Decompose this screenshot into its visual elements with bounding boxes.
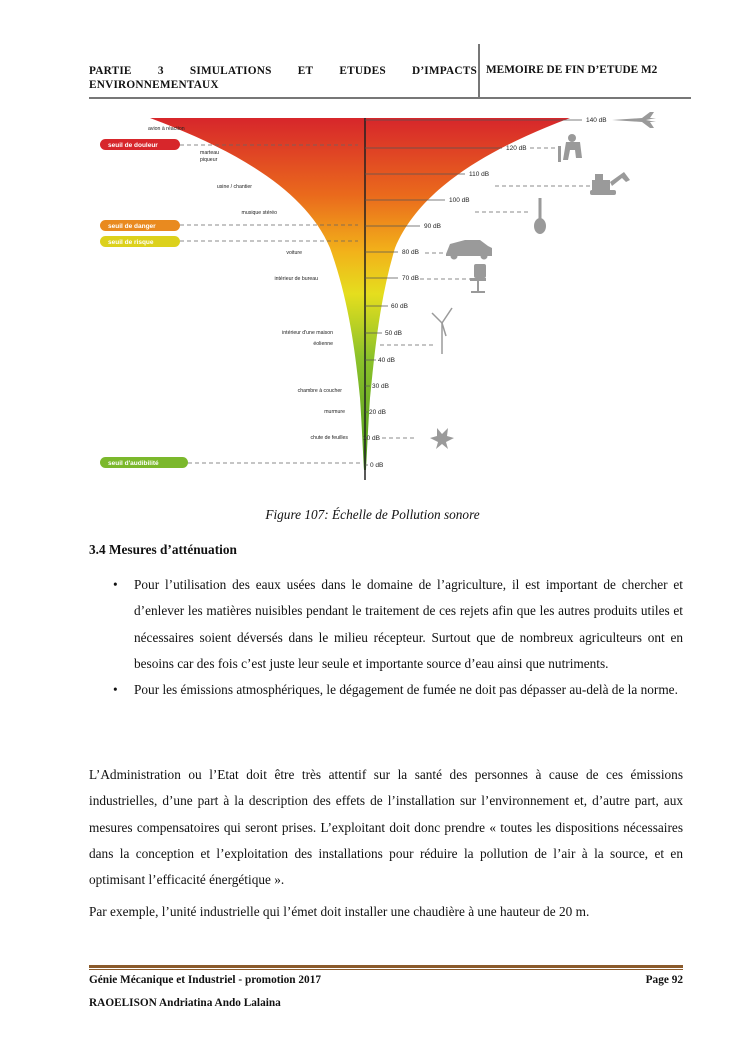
header-left — [89, 64, 477, 92]
threshold-douleur-label: seuil de douleur — [108, 142, 158, 149]
source-label: usine / chantier — [216, 184, 252, 190]
header-word: SIMULATIONS — [189, 65, 272, 77]
source-label: chambre à coucher — [297, 388, 342, 394]
bullet-text: Pour l’utilisation des eaux usées dans le domaine de l’agriculture, il est important de chercher et d’enlever les matières nuisibles pendant le traitement de ces rejets afin que les autres produits utiles et nécessaires soient déversés dans le milieu récepteur. Surtout que de nombreux agriculteurs ont en besoins car des fois c’est juste leur seule et importante source d’eau ainsi que nutriments. — [134, 577, 683, 671]
source-label: avion à réaction — [148, 126, 185, 132]
guitar-icon — [534, 198, 546, 234]
source-label: éolienne — [313, 341, 333, 347]
bullet-symbol: • — [113, 682, 118, 698]
db-label: 0 dB — [370, 462, 384, 469]
header-word: ETUDES — [339, 65, 386, 77]
db-label: 140 dB — [586, 117, 607, 124]
threshold-risque-label: seuil de risque — [108, 239, 154, 246]
jackhammer-worker-icon — [558, 134, 582, 162]
noise-funnel — [150, 118, 570, 470]
source-label: chute de feuilles — [310, 435, 348, 441]
db-label: 30 dB — [372, 383, 389, 390]
paragraph: L’Administration ou l’Etat doit être très attentif sur la santé des personnes à cause de ces émissions industrielles, d’une part à la description des effets de l’installation sur l’environnement et, d’autre part, aux mesures compensatoires qui seront prises. L’exploitant doit donc prendre « toutes les dispositions nécessaires dans la conception et l’exploitation des installations pour réduire la pollution de l’air à la source, et en optimisant l’efficacité énergétique ». — [89, 767, 683, 888]
header-rule — [89, 97, 691, 99]
threshold-danger-label: seuil de danger — [108, 223, 156, 230]
db-label: 40 dB — [378, 357, 395, 364]
bullet-item — [89, 572, 683, 677]
noise-scale-figure — [90, 108, 690, 494]
source-label: intérieur d'une maison — [282, 330, 333, 336]
header-word: ET — [297, 65, 314, 77]
airplane-icon — [612, 112, 656, 128]
bullet-list — [89, 572, 683, 703]
db-label: 70 dB — [402, 275, 419, 282]
leaf-icon — [430, 428, 454, 449]
footer-rule-thin — [89, 969, 683, 970]
section-title: 3.4 Mesures d’atténuation — [89, 542, 237, 557]
excavator-icon — [590, 172, 630, 195]
header-divider — [478, 44, 480, 98]
header-word: PARTIE — [89, 65, 132, 77]
threshold-audibilite-label: seuil d'audibilité — [108, 460, 159, 467]
footer-left: Génie Mécanique et Industriel - promotion 2017 — [89, 974, 321, 986]
db-label: 60 dB — [391, 303, 408, 310]
figure-caption: Figure 107: Échelle de Pollution sonore — [265, 507, 480, 522]
footer-rule — [89, 965, 683, 968]
office-chair-icon — [470, 264, 486, 293]
header-word: 3 — [157, 65, 164, 77]
source-label: murmure — [324, 409, 345, 415]
footer-page-number: Page 92 — [645, 974, 683, 986]
footer-author: RAOELISON Andriatina Ando Lalaina — [89, 997, 281, 1009]
db-label: 100 dB — [449, 197, 470, 204]
bullet-text: Pour les émissions atmosphériques, le dégagement de fumée ne doit pas dépasser au-delà de la norme. — [134, 682, 678, 698]
source-label: musique stéréo — [241, 210, 277, 216]
db-label: 10 dB — [363, 435, 380, 442]
db-label: 20 dB — [369, 409, 386, 416]
header-left-line2: ENVIRONNEMENTAUX — [89, 79, 219, 91]
bullet-item — [89, 677, 683, 703]
db-label: 50 dB — [385, 330, 402, 337]
source-label: intérieur de bureau — [274, 276, 318, 282]
db-label: 90 dB — [424, 223, 441, 230]
header-right: MEMOIRE DE FIN D’ETUDE M2 — [486, 64, 658, 76]
header-word: D’IMPACTS — [411, 65, 477, 77]
wind-turbine-icon — [432, 308, 452, 354]
source-label: piqueur — [200, 157, 218, 163]
source-label: voiture — [286, 250, 302, 256]
bullet-symbol: • — [113, 577, 118, 592]
paragraph: Par exemple, l’unité industrielle qui l’émet doit installer une chaudière à une hauteur de 20 m. — [89, 904, 590, 919]
db-label: 110 dB — [469, 171, 490, 178]
source-label: marteau — [200, 150, 220, 156]
db-label: 120 dB — [506, 145, 527, 152]
db-label: 80 dB — [402, 249, 419, 256]
